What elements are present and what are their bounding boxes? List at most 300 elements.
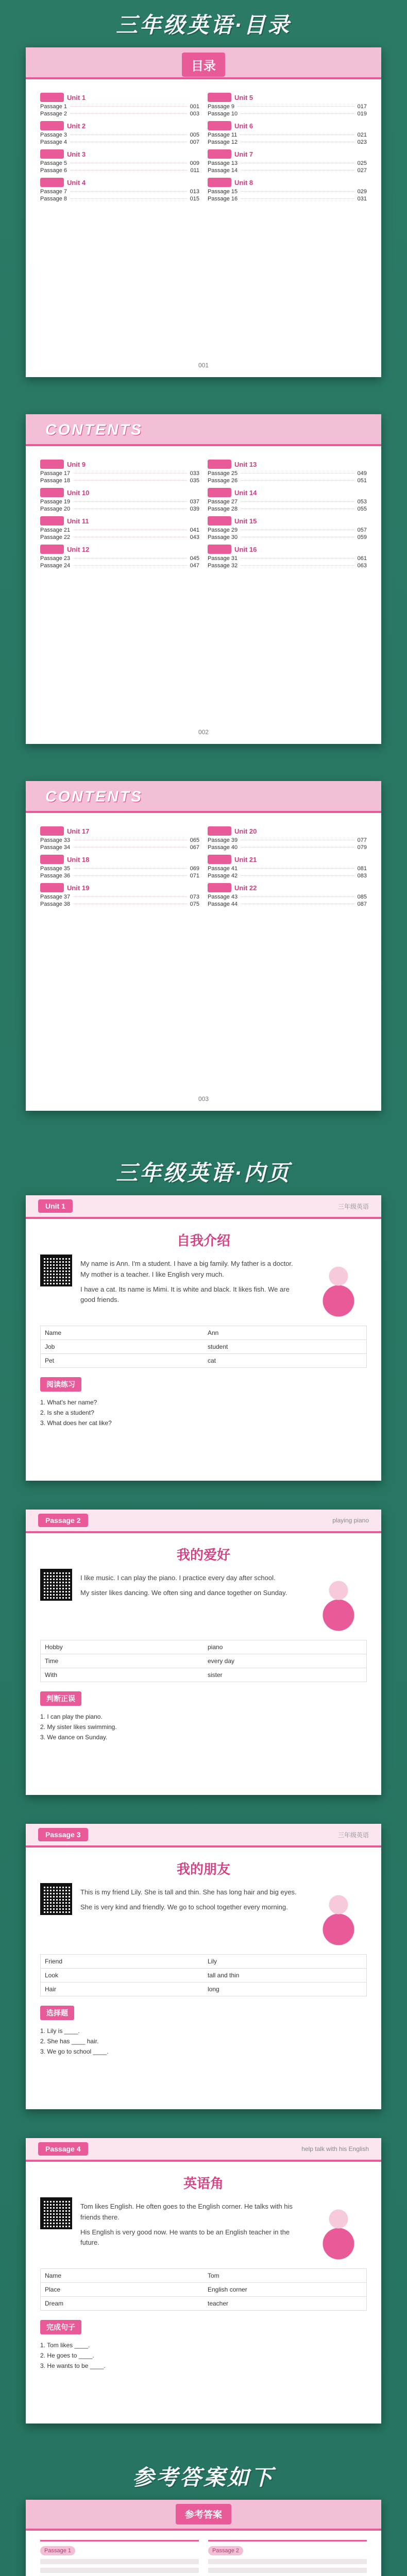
table-row — [41, 1326, 366, 1340]
toc-item[interactable] — [40, 563, 199, 569]
answer-title: 参考答案 — [176, 2504, 231, 2524]
qr-code-icon — [40, 1883, 72, 1915]
toc-item-label: Passage 6 — [40, 167, 67, 174]
unit-label: Unit 15 — [234, 517, 257, 525]
toc-item-label: Passage 39 — [208, 837, 238, 843]
illustration-icon — [310, 2200, 367, 2262]
toc-item[interactable] — [208, 196, 367, 202]
lesson-title: 英语角 — [183, 2176, 224, 2191]
illustration-icon — [310, 1258, 367, 1319]
table-value: student — [208, 1343, 228, 1350]
exercise-line: 1. I can play the piano. — [40, 1713, 103, 1720]
toc-item-label: Passage 5 — [40, 160, 67, 166]
lesson-page-label: 三年级英语 — [337, 1202, 369, 1210]
toc-leader — [70, 170, 187, 171]
toc-item-label: Passage 32 — [208, 563, 238, 569]
table-row — [41, 2269, 366, 2282]
toc-leader — [241, 847, 354, 848]
toc-item-page: 073 — [190, 894, 199, 900]
unit-chip-icon — [40, 93, 64, 102]
toc-item-page: 007 — [190, 139, 199, 145]
info-table — [40, 1954, 367, 1996]
toc-item-label: Passage 27 — [208, 499, 238, 505]
table-row — [41, 1654, 366, 1668]
lesson-page-3 — [26, 1824, 381, 2109]
toc-item-page: 035 — [190, 478, 199, 484]
toc-item[interactable] — [40, 866, 199, 872]
toc-item[interactable] — [208, 866, 367, 872]
toc-item-page: 075 — [190, 901, 199, 907]
exercise-line: 2. My sister likes swimming. — [40, 1723, 117, 1731]
toc-item-label: Passage 38 — [40, 901, 71, 907]
unit-label: Unit 11 — [67, 517, 89, 525]
toc-item-label: Passage 43 — [208, 894, 238, 900]
toc-item-page: 055 — [357, 506, 367, 512]
toc-item[interactable] — [40, 196, 199, 202]
toc-item-page: 087 — [357, 901, 367, 907]
illustration-icon — [310, 1886, 367, 1948]
toc-item[interactable] — [40, 894, 199, 900]
toc-left-column — [40, 89, 199, 203]
toc-item-label: Passage 17 — [40, 470, 71, 477]
toc-item-label: Passage 36 — [40, 873, 71, 879]
toc-leader — [241, 868, 354, 869]
toc-item[interactable] — [208, 555, 367, 562]
toc-left-column — [40, 455, 199, 570]
toc-item-page: 065 — [190, 837, 199, 843]
lesson-tag: Passage 3 — [38, 1828, 88, 1841]
toc-title: 目录 — [182, 53, 225, 77]
exercise-line: 3. We go to school ____. — [40, 2048, 109, 2055]
sample-banner: 三年级英语·内页 — [116, 1161, 291, 1185]
unit-label: Unit 5 — [234, 93, 253, 101]
table-row — [41, 1668, 366, 1682]
toc-item[interactable] — [40, 160, 199, 166]
toc-item-page: 003 — [190, 111, 199, 117]
unit-chip-icon — [208, 460, 231, 469]
exercise-title: 完成句子 — [40, 2320, 81, 2334]
unit-label: Unit 16 — [234, 545, 257, 553]
toc-item[interactable] — [40, 901, 199, 907]
toc-page-1 — [26, 47, 381, 377]
toc-item-label: Passage 23 — [40, 555, 71, 562]
toc-leader — [241, 875, 354, 876]
toc-item[interactable] — [40, 873, 199, 879]
table-value: sister — [208, 1671, 223, 1679]
toc-item-label: Passage 41 — [208, 866, 238, 872]
toc-header — [26, 781, 381, 813]
toc-item-label: Passage 3 — [40, 132, 67, 138]
toc-item[interactable] — [40, 506, 199, 512]
toc-item[interactable] — [208, 160, 367, 166]
toc-item-page: 047 — [190, 563, 199, 569]
unit-row — [208, 488, 367, 497]
unit-row — [40, 93, 199, 102]
table-key: Dream — [45, 2300, 64, 2307]
contents-banner: 三年级英语·目录 — [116, 13, 291, 37]
lesson-paragraph: My sister likes dancing. We often sing and dance together on Sunday. — [80, 1588, 287, 1597]
toc-item-label: Passage 11 — [208, 132, 238, 138]
toc-item-page: 039 — [190, 506, 199, 512]
toc-item[interactable] — [208, 104, 367, 110]
lesson-section — [26, 1533, 381, 1741]
toc-item[interactable] — [40, 470, 199, 477]
illustration-icon — [310, 1572, 367, 1634]
lesson-header — [26, 1195, 381, 1219]
toc-item-page: 081 — [357, 866, 367, 872]
toc-item-page: 037 — [190, 499, 199, 505]
unit-chip-icon — [40, 545, 64, 554]
unit-label: Unit 12 — [67, 545, 90, 553]
toc-item[interactable] — [208, 470, 367, 477]
unit-row — [208, 460, 367, 469]
unit-row — [208, 121, 367, 130]
exercise-title: 判断正误 — [40, 1691, 81, 1706]
toc-leader — [241, 113, 354, 114]
toc-item-label: Passage 34 — [40, 844, 71, 851]
exercise-line: 3. He wants to be ____. — [40, 2362, 106, 2369]
toc-header — [26, 414, 381, 446]
lesson-header — [26, 1824, 381, 1848]
lesson-page-4 — [26, 2138, 381, 2424]
toc-item-page: 027 — [357, 167, 367, 174]
unit-label: Unit 19 — [67, 884, 90, 892]
toc-item-page: 025 — [357, 160, 367, 166]
lesson-page-label: help talk with his English — [301, 2145, 369, 2153]
toc-item[interactable] — [40, 527, 199, 533]
exercise-line: 1. Lily is ____. — [40, 2027, 80, 2035]
toc-item-label: Passage 31 — [208, 555, 238, 562]
toc-item[interactable] — [208, 527, 367, 533]
toc-item[interactable] — [40, 478, 199, 484]
unit-label: Unit 10 — [67, 488, 90, 497]
toc-item[interactable] — [208, 901, 367, 907]
lesson-title: 自我介绍 — [176, 1233, 230, 1248]
unit-chip-icon — [40, 826, 64, 836]
toc-item-label: Passage 20 — [40, 506, 71, 512]
toc-item[interactable] — [40, 499, 199, 505]
lesson-page-1 — [26, 1195, 381, 1481]
unit-row — [40, 516, 199, 526]
lesson-paragraph: My name is Ann. I'm a student. I have a big family. My father is a doctor. My mother is a teacher. I like English very much. — [80, 1260, 293, 1278]
toc-leader — [73, 847, 187, 848]
toc-leader — [70, 198, 187, 199]
toc-item-page: 053 — [357, 499, 367, 505]
toc-item[interactable] — [40, 104, 199, 110]
toc-body — [26, 79, 381, 212]
toc-item[interactable] — [208, 132, 367, 138]
toc-item[interactable] — [208, 844, 367, 851]
toc-item-label: Passage 40 — [208, 844, 238, 851]
toc-item-label: Passage 30 — [208, 534, 238, 540]
exercise-line: 3. What does her cat like? — [40, 1419, 112, 1427]
toc-leader — [70, 134, 187, 135]
toc-item-label: Passage 2 — [40, 111, 67, 117]
toc-item[interactable] — [208, 167, 367, 174]
toc-item[interactable] — [208, 563, 367, 569]
toc-item-label: Passage 14 — [208, 167, 238, 174]
lesson-paragraph: She is very kind and friendly. We go to school together every morning. — [80, 1903, 288, 1911]
unit-row — [208, 826, 367, 836]
toc-leader — [241, 480, 354, 481]
lesson-paragraph: I like music. I can play the piano. I practice every day after school. — [80, 1574, 276, 1582]
toc-body — [26, 813, 381, 918]
toc-item-label: Passage 18 — [40, 478, 71, 484]
toc-item-label: Passage 42 — [208, 873, 238, 879]
unit-label: Unit 7 — [234, 150, 253, 158]
info-table — [40, 2268, 367, 2311]
page-number: 003 — [198, 1095, 209, 1103]
unit-row — [40, 178, 199, 187]
toc-item[interactable] — [208, 506, 367, 512]
lesson-header — [26, 1510, 381, 1533]
answer-header — [26, 2500, 381, 2531]
toc-item-page: 079 — [357, 844, 367, 851]
unit-row — [40, 855, 199, 864]
toc-item-page: 069 — [190, 866, 199, 872]
toc-item-label: Passage 8 — [40, 196, 67, 202]
unit-label: Unit 2 — [67, 122, 86, 130]
lesson-paragraph: Tom likes English. He often goes to the English corner. He talks with his friends there. — [80, 2202, 293, 2221]
exercise-line: 2. Is she a student? — [40, 1409, 94, 1416]
toc-item-label: Passage 9 — [208, 104, 234, 110]
unit-chip-icon — [40, 855, 64, 864]
toc-item[interactable] — [40, 111, 199, 117]
answer-block — [208, 2540, 367, 2576]
toc-item[interactable] — [40, 167, 199, 174]
toc-header — [26, 47, 381, 79]
unit-chip-icon — [208, 855, 231, 864]
toc-item-label: Passage 44 — [208, 901, 238, 907]
table-value: long — [208, 1986, 219, 1993]
table-key: Look — [45, 1972, 59, 1979]
toc-item[interactable] — [40, 837, 199, 843]
unit-row — [208, 545, 367, 554]
table-key: Pet — [45, 1357, 55, 1364]
toc-item[interactable] — [40, 139, 199, 145]
unit-label: Unit 18 — [67, 855, 90, 863]
toc-leader — [73, 875, 187, 876]
lesson-paragraph: This is my friend Lily. She is tall and thin. She has long hair and big eyes. — [80, 1888, 297, 1896]
unit-row — [40, 488, 199, 497]
unit-row — [40, 883, 199, 892]
unit-chip-icon — [40, 149, 64, 159]
unit-chip-icon — [208, 178, 231, 187]
toc-item[interactable] — [40, 132, 199, 138]
unit-row — [208, 178, 367, 187]
table-key: Name — [45, 2272, 62, 2279]
table-value: English corner — [208, 2286, 247, 2293]
table-row — [41, 1982, 366, 1996]
answer-line — [40, 2568, 199, 2573]
unit-chip-icon — [208, 883, 231, 892]
toc-item-label: Passage 33 — [40, 837, 71, 843]
table-value: Lily — [208, 1958, 217, 1965]
toc-item-label: Passage 37 — [40, 894, 71, 900]
exercise-line: 2. He goes to ____. — [40, 2352, 94, 2359]
table-value: Ann — [208, 1329, 219, 1336]
unit-row — [208, 149, 367, 159]
toc-item[interactable] — [208, 189, 367, 195]
toc-item-page: 051 — [357, 478, 367, 484]
toc-item-page: 023 — [357, 139, 367, 145]
exercise-line: 3. We dance on Sunday. — [40, 1734, 108, 1741]
toc-item-page: 005 — [190, 132, 199, 138]
toc-item-page: 019 — [357, 111, 367, 117]
unit-label: Unit 3 — [67, 150, 86, 158]
toc-item-label: Passage 19 — [40, 499, 71, 505]
toc-item-page: 009 — [190, 160, 199, 166]
toc-item[interactable] — [40, 534, 199, 540]
unit-label: Unit 13 — [234, 460, 257, 468]
lesson-paragraph: His English is very good now. He wants to be an English teacher in the future. — [80, 2228, 290, 2247]
toc-item-page: 031 — [357, 196, 367, 202]
unit-row — [208, 883, 367, 892]
unit-label: Unit 9 — [67, 460, 86, 468]
table-key: Time — [45, 1657, 59, 1665]
answer-page — [26, 2500, 381, 2576]
toc-leader — [238, 106, 354, 107]
unit-chip-icon — [208, 93, 231, 102]
toc-item[interactable] — [208, 534, 367, 540]
toc-leader — [73, 868, 187, 869]
answer-line — [208, 2568, 367, 2573]
unit-row — [208, 855, 367, 864]
table-row — [41, 1353, 366, 1367]
unit-chip-icon — [40, 883, 64, 892]
table-key: Friend — [45, 1958, 63, 1965]
page-number: 001 — [198, 362, 209, 369]
toc-left-column — [40, 822, 199, 908]
toc-body — [26, 446, 381, 579]
table-key: Job — [45, 1343, 55, 1350]
toc-item[interactable] — [208, 837, 367, 843]
unit-label: Unit 8 — [234, 178, 253, 187]
toc-item-page: 017 — [357, 104, 367, 110]
toc-leader — [70, 113, 187, 114]
toc-item-page: 049 — [357, 470, 367, 477]
exercise-line: 2. She has ____ hair. — [40, 2038, 99, 2045]
toc-item-label: Passage 7 — [40, 189, 67, 195]
toc-item-label: Passage 35 — [40, 866, 71, 872]
toc-item-label: Passage 12 — [208, 139, 238, 145]
toc-right-column — [208, 455, 367, 570]
unit-chip-icon — [40, 121, 64, 130]
toc-item-page: 021 — [357, 132, 367, 138]
page-number: 002 — [198, 728, 209, 736]
toc-item-page: 085 — [357, 894, 367, 900]
lesson-section — [26, 2162, 381, 2369]
toc-leader — [70, 106, 187, 107]
unit-chip-icon — [40, 516, 64, 526]
toc-page-2 — [26, 414, 381, 744]
lesson-page-label: 三年级英语 — [337, 1831, 369, 1839]
toc-item-label: Passage 16 — [208, 196, 238, 202]
toc-item-page: 015 — [190, 196, 199, 202]
unit-row — [40, 121, 199, 130]
table-value: Tom — [208, 2272, 219, 2279]
unit-row — [40, 149, 199, 159]
answer-grid — [26, 2531, 381, 2576]
toc-item-page: 029 — [357, 189, 367, 195]
contents-title: CONTENTS — [45, 421, 143, 438]
table-key: Place — [45, 2286, 61, 2293]
answer-badge: Passage 1 — [40, 2546, 75, 2555]
table-row — [41, 2296, 366, 2310]
table-value: cat — [208, 1357, 216, 1364]
toc-item-page: 033 — [190, 470, 199, 477]
toc-item-page: 001 — [190, 104, 199, 110]
toc-item-label: Passage 21 — [40, 527, 71, 533]
toc-item-page: 041 — [190, 527, 199, 533]
toc-item-label: Passage 25 — [208, 470, 238, 477]
toc-item-page: 011 — [190, 167, 199, 174]
toc-item[interactable] — [208, 873, 367, 879]
toc-leader — [241, 896, 354, 897]
toc-leader — [70, 191, 187, 192]
toc-item[interactable] — [208, 478, 367, 484]
info-table — [40, 1326, 367, 1368]
toc-item-page: 057 — [357, 527, 367, 533]
toc-item-label: Passage 13 — [208, 160, 238, 166]
toc-item-page: 045 — [190, 555, 199, 562]
unit-label: Unit 6 — [234, 122, 253, 130]
table-row — [41, 1340, 366, 1353]
table-value: tall and thin — [208, 1972, 240, 1979]
unit-chip-icon — [208, 516, 231, 526]
toc-leader — [241, 191, 354, 192]
lesson-title: 我的爱好 — [176, 1547, 230, 1563]
unit-chip-icon — [40, 178, 64, 187]
toc-item-label: Passage 29 — [208, 527, 238, 533]
info-table — [40, 1640, 367, 1682]
exercise-line: 1. What's her name? — [40, 1399, 97, 1406]
table-value: piano — [208, 1643, 223, 1651]
lesson-header — [26, 2138, 381, 2162]
toc-item-label: Passage 28 — [208, 506, 238, 512]
lesson-tag: Passage 2 — [38, 1514, 88, 1527]
toc-item[interactable] — [208, 894, 367, 900]
table-key: Hair — [45, 1986, 57, 1993]
toc-item-label: Passage 15 — [208, 189, 238, 195]
table-row — [41, 1955, 366, 1968]
table-key: Hobby — [45, 1643, 63, 1651]
toc-item[interactable] — [40, 555, 199, 562]
toc-item[interactable] — [208, 111, 367, 117]
toc-leader — [73, 480, 187, 481]
answer-line — [208, 2559, 367, 2564]
toc-item[interactable] — [208, 139, 367, 145]
toc-item-page: 071 — [190, 873, 199, 879]
unit-row — [208, 93, 367, 102]
toc-item-label: Passage 22 — [40, 534, 71, 540]
toc-item-label: Passage 4 — [40, 139, 67, 145]
unit-label: Unit 14 — [234, 488, 257, 497]
qr-code-icon — [40, 1255, 72, 1286]
toc-item[interactable] — [40, 189, 199, 195]
toc-item-page: 067 — [190, 844, 199, 851]
lesson-tag: Passage 4 — [38, 2142, 88, 2156]
unit-row — [208, 516, 367, 526]
toc-item[interactable] — [40, 844, 199, 851]
toc-item-page: 013 — [190, 189, 199, 195]
toc-item-page: 077 — [357, 837, 367, 843]
lesson-section — [26, 1848, 381, 2055]
toc-item[interactable] — [208, 499, 367, 505]
unit-label: Unit 4 — [67, 178, 86, 187]
unit-chip-icon — [40, 488, 64, 497]
toc-leader — [241, 501, 354, 502]
